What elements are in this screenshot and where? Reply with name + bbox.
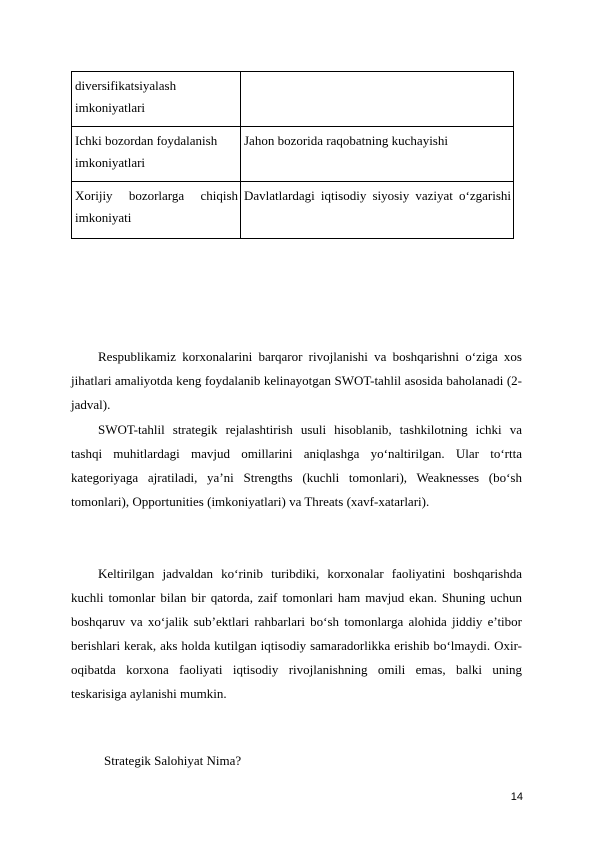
body-paragraph bbox=[71, 345, 522, 417]
table-row bbox=[72, 182, 514, 239]
table-row bbox=[72, 127, 514, 182]
page-number: 14 bbox=[510, 791, 523, 803]
paragraph-text: SWOT-tahlil strategik rejalashtirish usuli hisoblanib, tashkilotning ichki va tashqi muhitlardagi mavjud omillarini aniqlashga yo‘naltirilgan. Ular to‘rtta kategoriyaga ajratiladi, ya’ni Strengths (kuchli tomonlari), Weaknesses (bo‘sh tomonlari), Opportunities (imkoniyatlari) va Threats (xavf-xatarlari). bbox=[71, 422, 522, 509]
table-cell: Ichki bozordan foydalanish imkoniyatlari bbox=[72, 127, 241, 182]
table-cell: Xorijiy bozorlarga chiqish imkoniyati bbox=[72, 182, 241, 239]
table-cell bbox=[241, 72, 514, 127]
body-paragraph bbox=[71, 418, 522, 514]
section-heading: Strategik Salohiyat Nima? bbox=[104, 753, 242, 768]
paragraph-text: Respublikamiz korxonalarini barqaror rivojlanishi va boshqarishni o‘ziga xos jihatlari amaliyotda keng foydalanib kelinayotgan SWOT-tahlil asosida baholanadi (2- jadval). bbox=[71, 349, 522, 412]
paragraph-text: Keltirilgan jadvaldan ko‘rinib turibdiki, korxonalar faoliyatini boshqarishda kuchli tomonlar bilan bir qatorda, zaif tomonlari ham mavjud ekan. Shuning uchun boshqaruv va xo‘jalik sub’ektlari rahbarlari bo‘sh tomonlarga alohida jiddiy e’tibor berishlari kerak, aks holda kutilgan iqtisodiy samaradorlikka erishib bo‘lmaydi. Oxir- oqibatda korxona faoliyati iqtisodiy rivojlanishning omili emas, balki uning teskarisiga aylanishi mumkin. bbox=[71, 566, 522, 701]
table-row bbox=[72, 72, 514, 127]
body-paragraph bbox=[71, 562, 522, 706]
table-cell: diversifikatsiyalash imkoniyatlari bbox=[72, 72, 241, 127]
swot-table bbox=[71, 71, 514, 239]
table-cell: Jahon bozorida raqobatning kuchayishi bbox=[241, 127, 514, 182]
table-cell: Davlatlardagi iqtisodiy siyosiy vaziyat o‘zgarishi bbox=[241, 182, 514, 239]
